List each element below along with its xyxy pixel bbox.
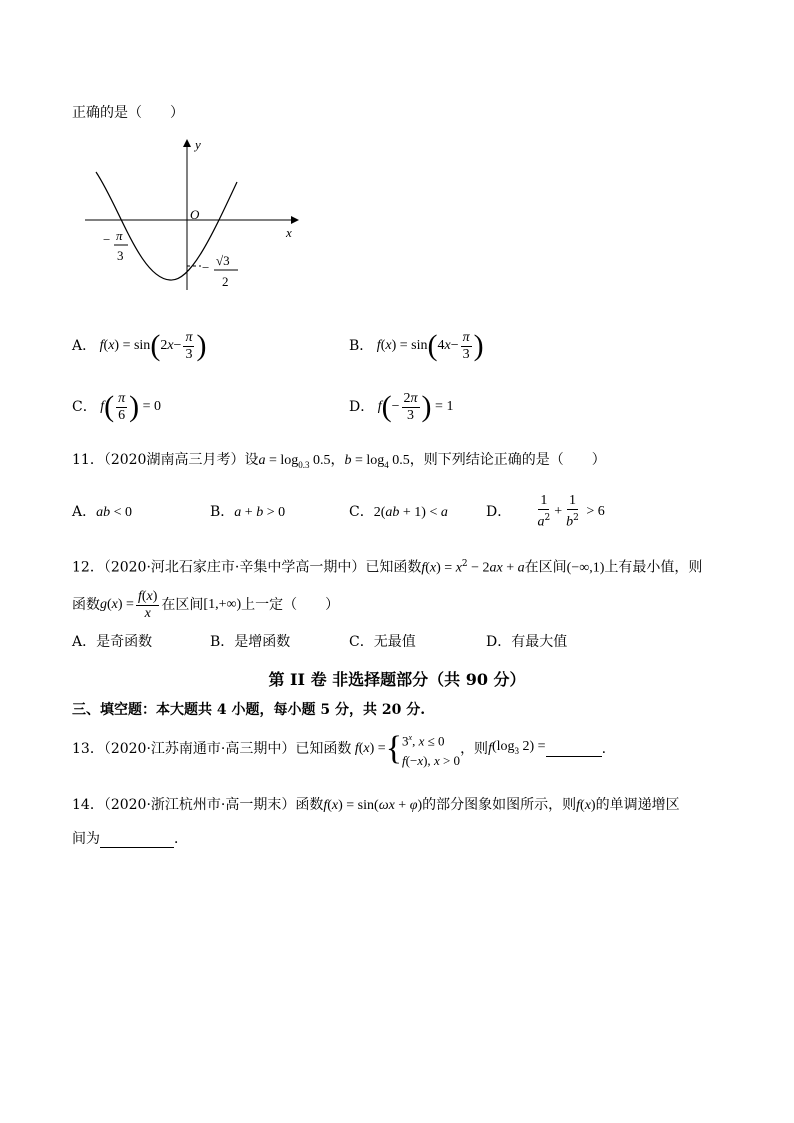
q11-option-c[interactable]: C．2(ab + 1) < a [349,504,448,520]
section-title: 第 II 卷 非选择题部分（共 90 分） [268,670,526,689]
q14-answer-blank[interactable] [100,833,174,848]
fill-instructions: 三、填空题：本大题共 4 小题，每小题 5 分，共 20 分. [72,702,426,718]
x-axis-label: x [286,225,292,240]
q10-option-a[interactable]: A． f ( x ) = sin ( 2 x − $\frac{\pi}{3}$ ) [72,329,207,362]
q12-option-c[interactable]: C．无最值 [349,634,416,650]
sine-graph [80,130,320,300]
y-mark-neg: − [202,260,210,275]
x-mark-num: π [116,228,123,243]
q12-option-d[interactable]: D．有最大值 [486,634,568,650]
q11-option-a[interactable]: A．ab < 0 [72,504,133,520]
q10-option-d[interactable]: D． f ( − $\frac{2\pi}{3}$ ) = 1 [349,390,454,423]
q13-stem: 13．（2020·江苏南通市·高三期中）已知函数 f ( x ) = { 3$^x$, x ≤ 0 f(−x), x > 0 ，则 f ($\log_3$ 2) = . [72,730,607,768]
q14-stem-line2: 间为 ． [72,831,188,847]
y-axis-label: y [195,137,201,152]
y-mark-den: 2 [222,274,229,289]
q13-answer-blank[interactable] [546,742,602,757]
q12-stem-line1: 12．（2020·河北石家庄市·辛集中学高一期中）已知函数$f(x) = x^2 - 2ax + a$在区间(−∞,1)上有最小值，则 [72,559,703,576]
q12-option-a[interactable]: A．是奇函数 [72,634,153,650]
q11-option-b[interactable]: B．a + b > 0 [210,504,286,520]
x-mark-den: 3 [117,248,124,263]
q11-option-d[interactable]: D． $\frac{1}{a^2}$ + $\frac{1}{b^2}$ > 6 [486,493,605,530]
q10-option-b[interactable]: B． f ( x ) = sin ( 4 x − $\frac{\pi}{3}$ ) [349,329,484,362]
q10-option-c[interactable]: C． f ( $\frac{\pi}{6}$ ) = 0 [72,390,162,423]
y-mark-num: √3 [216,253,230,268]
q14-stem-line1: 14．（2020·浙江杭州市·高一期末）函数f(x) = sin(ωx + φ)的部分图象如图所示，则f(x)的单调递增区 [72,797,680,813]
q11-stem: 11．（2020湖南高三月考）设$a = \log_{0.3} 0.5$，$b = \log_4 0.5$，则下列结论正确的是（ ） [72,452,606,470]
origin-label: O [190,207,200,222]
x-mark-neg: − [103,232,111,247]
q12-option-b[interactable]: B．是增函数 [210,634,291,650]
q10-stem-tail: 正确的是（ ） [72,105,184,121]
q12-stem-line2: 函数 g ( x ) = $\frac{f(x)}{x}$ 在区间 [1,+∞) 上一定（ ） [72,589,340,621]
